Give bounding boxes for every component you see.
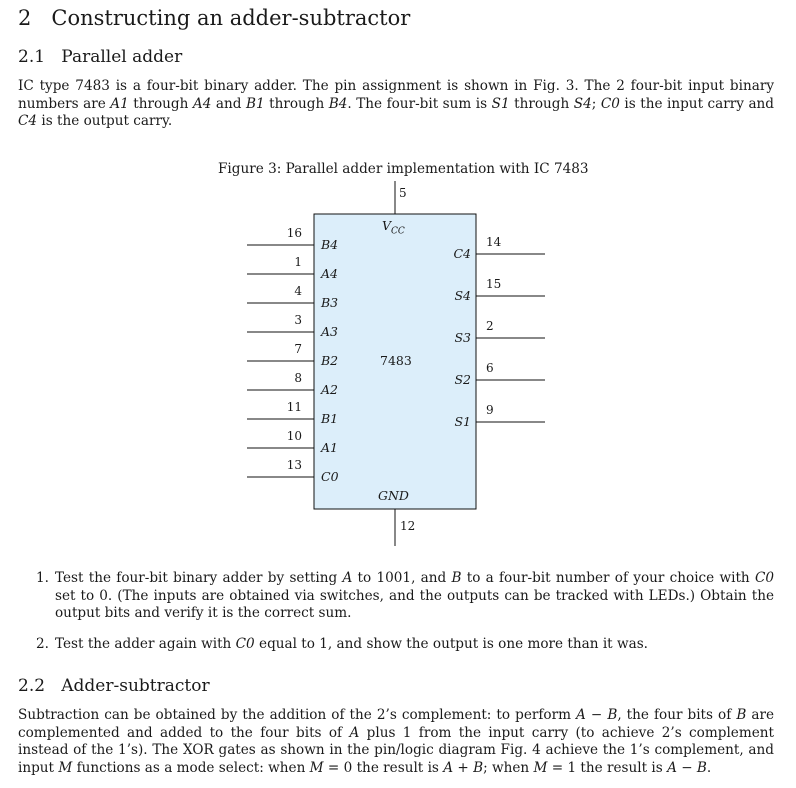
- signal-label: A2: [321, 382, 338, 397]
- gnd-label: GND: [378, 488, 409, 503]
- chip-label: 7483: [380, 353, 412, 368]
- signal-label: S4: [454, 288, 471, 303]
- pin-number: 3: [294, 313, 302, 327]
- pin-number: 6: [486, 361, 494, 375]
- parallel-adder-paragraph: IC type 7483 is a four-bit binary adder. The pin assignment is shown in Fig. 3. The 2 four-bit input binary numbers are A1 through A4 and B1 through B4. The four-bit sum is S1 through S4; C0 is the input carry and C4 is the output carry.: [18, 78, 775, 130]
- vcc-pin-number: 5: [399, 186, 407, 200]
- pin-number: 9: [486, 403, 494, 417]
- signal-label: S1: [454, 414, 471, 429]
- vcc-label: $V_{CC}$: [382, 218, 405, 237]
- pin-number: 14: [486, 235, 502, 249]
- pin-number: 16: [286, 226, 302, 240]
- list-item-text: Test the four-bit binary adder by setting A to 1001, and B to a four-bit number of your choice with C0 set to 0. (The inputs are obtained via switches, and the outputs can be tracked with LEDs.) Obtain the output bits and verify it is the correct sum.: [55, 570, 774, 622]
- signal-label: A1: [321, 440, 338, 455]
- signal-label: C0: [321, 469, 339, 484]
- figure-caption: Figure 3: Parallel adder implementation with IC 7483: [218, 161, 589, 177]
- list-item-text: Test the adder again with C0 equal to 1, and show the output is one more than it was.: [55, 636, 648, 652]
- subsection-title: Parallel adder: [61, 47, 183, 67]
- signal-label: S2: [454, 372, 471, 387]
- pin-number: 11: [286, 400, 302, 414]
- subsection-title: Adder-subtractor: [61, 676, 210, 696]
- signal-label: B1: [321, 411, 339, 426]
- section-title: Constructing an adder-subtractor: [51, 6, 411, 30]
- signal-label: S3: [454, 330, 471, 345]
- signal-label: B3: [321, 295, 339, 310]
- pin-number: 15: [486, 277, 502, 291]
- signal-label: A3: [321, 324, 338, 339]
- adder-subtractor-paragraph: Subtraction can be obtained by the addition of the 2’s complement: to perform A − B, the four bits of B are complemented and added to the four bits of A plus 1 from the input carry (to achieve 2’s complement instead of the 1’s). The XOR gates as shown in the pin/logic diagram Fig. 4 achieve the 1’s complement, and input M functions as a mode select: when M = 0 the result is A + B; when M = 1 the result is A − B.: [18, 707, 775, 776]
- signal-label: A4: [321, 266, 338, 281]
- pin-number: 8: [294, 371, 302, 385]
- signal-label: B2: [321, 353, 339, 368]
- pin-number: 10: [286, 429, 302, 443]
- signal-label: B4: [321, 237, 339, 252]
- list-item: 1. Test the four-bit binary adder by setting A to 1001, and B to a four-bit number of your choice with C0 set to 0. (The inputs are obtained via switches, and the outputs can be tracked with LEDs.) Obtain the output bits and verify it is the correct sum.: [36, 570, 774, 622]
- subsection-number: 2.1: [18, 47, 46, 67]
- gnd-pin-number: 12: [400, 519, 416, 533]
- signal-label: C4: [453, 246, 471, 261]
- pin-number: 2: [486, 319, 494, 333]
- pin-number: 13: [286, 458, 302, 472]
- pin-number: 7: [294, 342, 302, 356]
- section-number: 2: [18, 6, 32, 30]
- subsection-heading-adder-subtractor: [18, 676, 210, 696]
- pin-number: 1: [294, 255, 302, 269]
- subsection-number: 2.2: [18, 676, 46, 696]
- pin-number: 4: [294, 284, 302, 298]
- list-item: 2. Test the adder again with C0 equal to 1, and show the output is one more than it was.: [36, 636, 774, 656]
